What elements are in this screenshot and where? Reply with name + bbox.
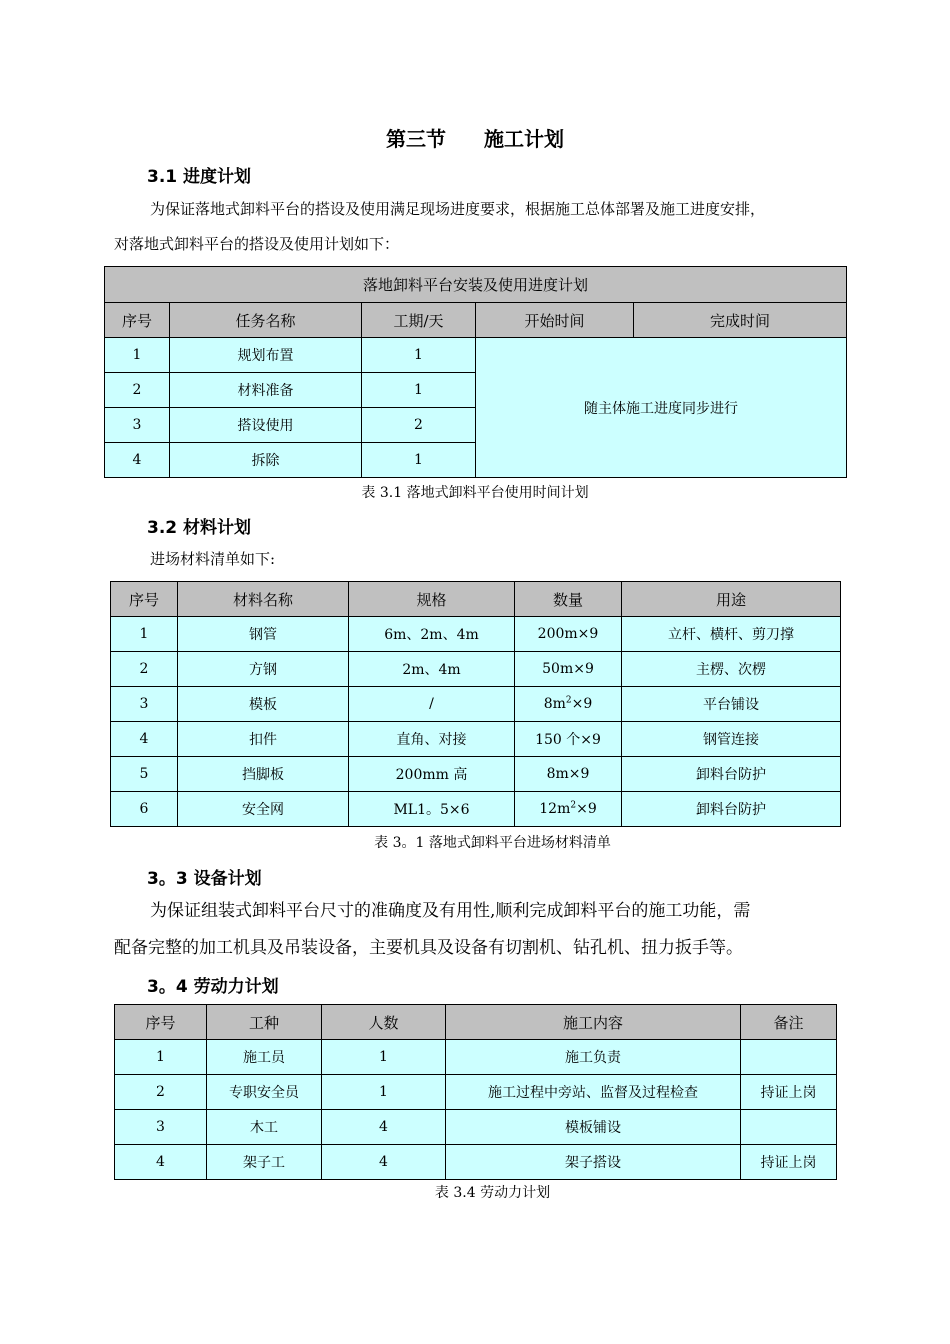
section-heading-3-2: 3.2 材料计划: [147, 518, 252, 538]
table-header: 人数: [322, 1005, 446, 1040]
table-caption-3-1: 表 3.1 落地式卸料平台使用时间计划: [361, 485, 589, 501]
table-cell: 1: [362, 338, 476, 373]
table-row: [111, 792, 841, 827]
table-cell: 1: [322, 1075, 446, 1110]
table-cell: 持证上岗: [741, 1145, 837, 1180]
table-cell: 挡脚板: [178, 757, 349, 792]
table-cell: 2: [115, 1075, 207, 1110]
page-title: [0, 123, 950, 152]
table-cell: 模板: [178, 687, 349, 722]
section-heading-3-4: 3。4 劳动力计划: [147, 977, 279, 997]
table-cell: [741, 1110, 837, 1145]
table-cell: 2: [105, 373, 170, 408]
table-cell: 6m、2m、4m: [349, 617, 515, 652]
table-cell: 2: [362, 408, 476, 443]
table-row: [111, 687, 841, 722]
table-cell: 安全网: [178, 792, 349, 827]
table-cell: 施工过程中旁站、监督及过程检查: [446, 1075, 741, 1110]
table-cell: 50m×9: [515, 652, 622, 687]
table-caption-3-2: 表 3。1 落地式卸料平台进场材料清单: [374, 835, 611, 851]
table-cell: 卸料台防护: [622, 792, 841, 827]
table-cell: 施工负责: [446, 1040, 741, 1075]
table-cell: 施工员: [207, 1040, 322, 1075]
section-heading-3-1: 3.1 进度计划: [147, 167, 252, 187]
page-title-part2: 施工计划: [484, 127, 564, 151]
table-cell: 直角、对接: [349, 722, 515, 757]
table-cell: 模板铺设: [446, 1110, 741, 1145]
labor-plan-table: [114, 1004, 837, 1180]
table-cell: 150 个×9: [515, 722, 622, 757]
table-cell: 8m×9: [515, 757, 622, 792]
section-3-1-paragraph-line1: 为保证落地式卸料平台的搭设及使用满足现场进度要求，根据施工总体部署及施工进度安排，: [150, 200, 766, 218]
table-row: [111, 652, 841, 687]
table-header: 序号: [115, 1005, 207, 1040]
table-cell: 200m×9: [515, 617, 622, 652]
squared-superscript: 2: [570, 800, 577, 811]
table-header: 任务名称: [170, 303, 362, 338]
table-header: 工种: [207, 1005, 322, 1040]
table-header: 数量: [515, 582, 622, 617]
table-cell: 钢管连接: [622, 722, 841, 757]
table-cell: 4: [322, 1110, 446, 1145]
page-title-part1: 第三节: [386, 127, 446, 151]
table-cell: 架子工: [207, 1145, 322, 1180]
table-header: 材料名称: [178, 582, 349, 617]
table-cell: 6: [111, 792, 178, 827]
table-header: 规格: [349, 582, 515, 617]
table-cell: 架子搭设: [446, 1145, 741, 1180]
table-cell: 2m、4m: [349, 652, 515, 687]
table-row: [115, 1110, 837, 1145]
table-cell: 2: [111, 652, 178, 687]
table-header: 用途: [622, 582, 841, 617]
table-cell: 搭设使用: [170, 408, 362, 443]
table-cell: 4: [105, 443, 170, 478]
table-row: [111, 722, 841, 757]
table-cell: ML1。5×6: [349, 792, 515, 827]
table-row: [111, 617, 841, 652]
section-heading-3-3: 3。3 设备计划: [147, 869, 262, 889]
table-cell: 1: [362, 373, 476, 408]
table-cell: 4: [111, 722, 178, 757]
table-cell: 规划布置: [170, 338, 362, 373]
table-cell: 平台铺设: [622, 687, 841, 722]
table-caption-3-4: 表 3.4 劳动力计划: [434, 1185, 551, 1201]
table-header: 备注: [741, 1005, 837, 1040]
table-row: [115, 1075, 837, 1110]
table-header: 施工内容: [446, 1005, 741, 1040]
table-cell: 主楞、次楞: [622, 652, 841, 687]
table-cell: 1: [105, 338, 170, 373]
table-cell: 卸料台防护: [622, 757, 841, 792]
table-title: 落地卸料平台安装及使用进度计划: [105, 267, 847, 303]
table-cell: 木工: [207, 1110, 322, 1145]
table-row: [105, 338, 847, 373]
table-cell: 材料准备: [170, 373, 362, 408]
table-cell: 1: [322, 1040, 446, 1075]
table-cell-quantity: [515, 687, 622, 722]
quantity-value: 8m: [543, 696, 566, 712]
table-cell: [741, 1040, 837, 1075]
section-3-3-paragraph-line1: 为保证组装式卸料平台尺寸的准确度及有用性,顺利完成卸料平台的施工功能，需: [150, 901, 751, 921]
table-cell: 持证上岗: [741, 1075, 837, 1110]
table-row: [115, 1040, 837, 1075]
table-row: [111, 757, 841, 792]
table-cell: 1: [111, 617, 178, 652]
table-header: 工期/天: [362, 303, 476, 338]
table-cell: 立杆、横杆、剪刀撑: [622, 617, 841, 652]
squared-superscript: 2: [565, 695, 572, 706]
table-cell: 5: [111, 757, 178, 792]
table-cell: 1: [362, 443, 476, 478]
quantity-multiplier: ×9: [571, 696, 593, 712]
table-cell: 200mm 高: [349, 757, 515, 792]
table-cell: /: [349, 687, 515, 722]
table-header: 序号: [111, 582, 178, 617]
table-cell-quantity: [515, 792, 622, 827]
table-cell: 3: [105, 408, 170, 443]
table-cell: 方钢: [178, 652, 349, 687]
table-cell: 4: [115, 1145, 207, 1180]
section-3-1-paragraph-line2: 对落地式卸料平台的搭设及使用计划如下：: [114, 235, 400, 253]
table-cell: 扣件: [178, 722, 349, 757]
merged-schedule-note: 随主体施工进度同步进行: [476, 338, 847, 478]
quantity-multiplier: ×9: [576, 801, 597, 817]
materials-table: [110, 581, 841, 827]
progress-plan-table: [104, 266, 847, 478]
table-cell: 钢管: [178, 617, 349, 652]
table-cell: 专职安全员: [207, 1075, 322, 1110]
section-3-2-paragraph: 进场材料清单如下:: [150, 550, 276, 568]
table-cell: 3: [111, 687, 178, 722]
table-header: 序号: [105, 303, 170, 338]
table-cell: 3: [115, 1110, 207, 1145]
table-cell: 1: [115, 1040, 207, 1075]
table-cell: 4: [322, 1145, 446, 1180]
table-header: 开始时间: [476, 303, 634, 338]
table-row: [115, 1145, 837, 1180]
section-3-3-paragraph-line2: 配备完整的加工机具及吊装设备，主要机具及设备有切割机、钻孔机、扭力扳手等。: [114, 938, 743, 958]
quantity-value: 12m: [539, 801, 571, 817]
table-cell: 拆除: [170, 443, 362, 478]
table-header: 完成时间: [634, 303, 847, 338]
